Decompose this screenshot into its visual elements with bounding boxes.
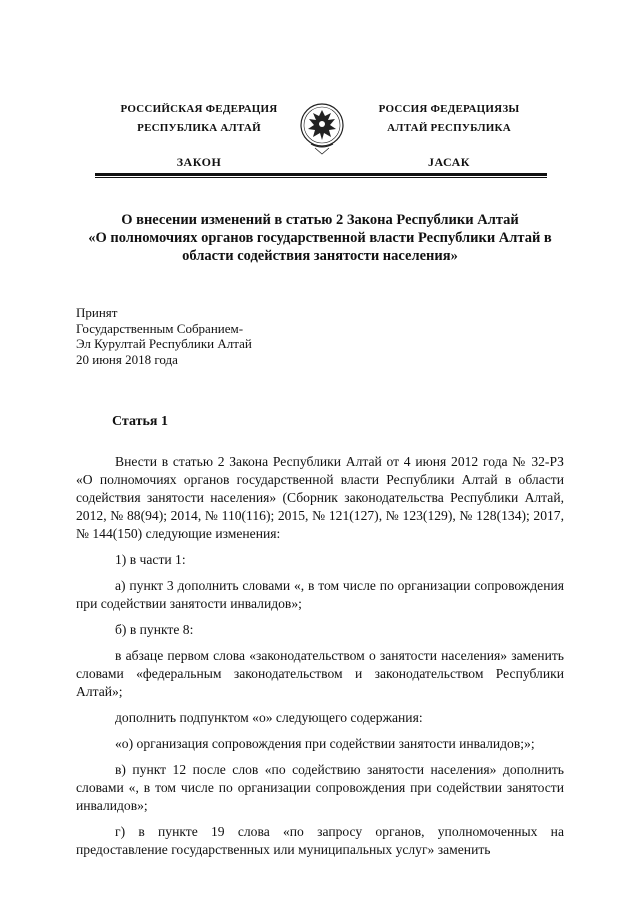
letterhead-left — [108, 100, 290, 172]
title-line-3: области содействия занятости населения» — [182, 248, 458, 264]
paragraph: Внести в статью 2 Закона Республики Алтай от 4 июня 2012 года № 32-РЗ «О полномочиях органов государственной власти Республики Алтай в области содействия занятости населения» (Сборник законодательства Республики Алтай, 2012, № 88(94); 2014, № 110(116); 2015, № 121(127), № 123(129), № 128(134); 2017, № 144(150) следующие изменения: — [76, 454, 564, 541]
adoption-line-3: Эл Курултай Республики Алтай — [76, 336, 252, 351]
paragraph: б) в пункте 8: — [115, 622, 194, 637]
header-divider-thin — [95, 177, 547, 178]
paragraph: «о) организация сопровождения при содействии занятости инвалидов;»; — [115, 736, 535, 751]
adoption-line-2: Государственным Собранием- — [76, 320, 244, 336]
country-name-alt: РОССИЯ ФЕДЕРАЦИЯЗЫ — [378, 103, 520, 115]
paragraph: 1) в части 1: — [115, 552, 186, 567]
republic-name-alt: АЛТАЙ РЕСПУБЛИКА — [387, 122, 511, 134]
law-title — [70, 211, 570, 265]
title-line-1: О внесении изменений в статью 2 Закона Республики Алтай — [121, 212, 519, 228]
article-heading: Статья 1 — [112, 414, 168, 429]
paragraph: в абзаце первом слова «законодательством о занятости населения» заменить словами «федеральным законодательством и законодательством Республики Алтай»; — [76, 648, 564, 699]
paragraph: дополнить подпунктом «о» следующего содержания: — [115, 710, 423, 725]
adoption-note — [76, 305, 376, 367]
letterhead-right — [358, 100, 540, 172]
title-line-2: «О полномочиях органов государственной власти Республики Алтай в — [88, 230, 552, 246]
law-label-alt: JАСАК — [427, 155, 470, 169]
paragraph: г) в пункте 19 слова «по запросу органов, уполномоченных на предоставление государственных или муниципальных услуг» заменить — [76, 824, 564, 857]
country-name-ru: РОССИЙСКАЯ ФЕДЕРАЦИЯ — [120, 103, 278, 115]
paragraph: а) пункт 3 дополнить словами «, в том числе по организации сопровождения при содействии занятости инвалидов»; — [76, 578, 564, 611]
adoption-date: 20 июня 2018 года — [76, 351, 178, 367]
law-label-ru: ЗАКОН — [176, 155, 222, 169]
header-divider-thick — [95, 173, 547, 176]
coat-of-arms-icon — [297, 98, 347, 158]
republic-name-ru: РЕСПУБЛИКА АЛТАЙ — [137, 122, 261, 134]
adoption-line-1: Принят — [76, 305, 118, 320]
paragraph: в) пункт 12 после слов «по содействию занятости населения» дополнить словами «, в том числе по организации сопровождения при содействии занятости инвалидов»; — [76, 762, 564, 813]
article-body — [76, 453, 564, 867]
